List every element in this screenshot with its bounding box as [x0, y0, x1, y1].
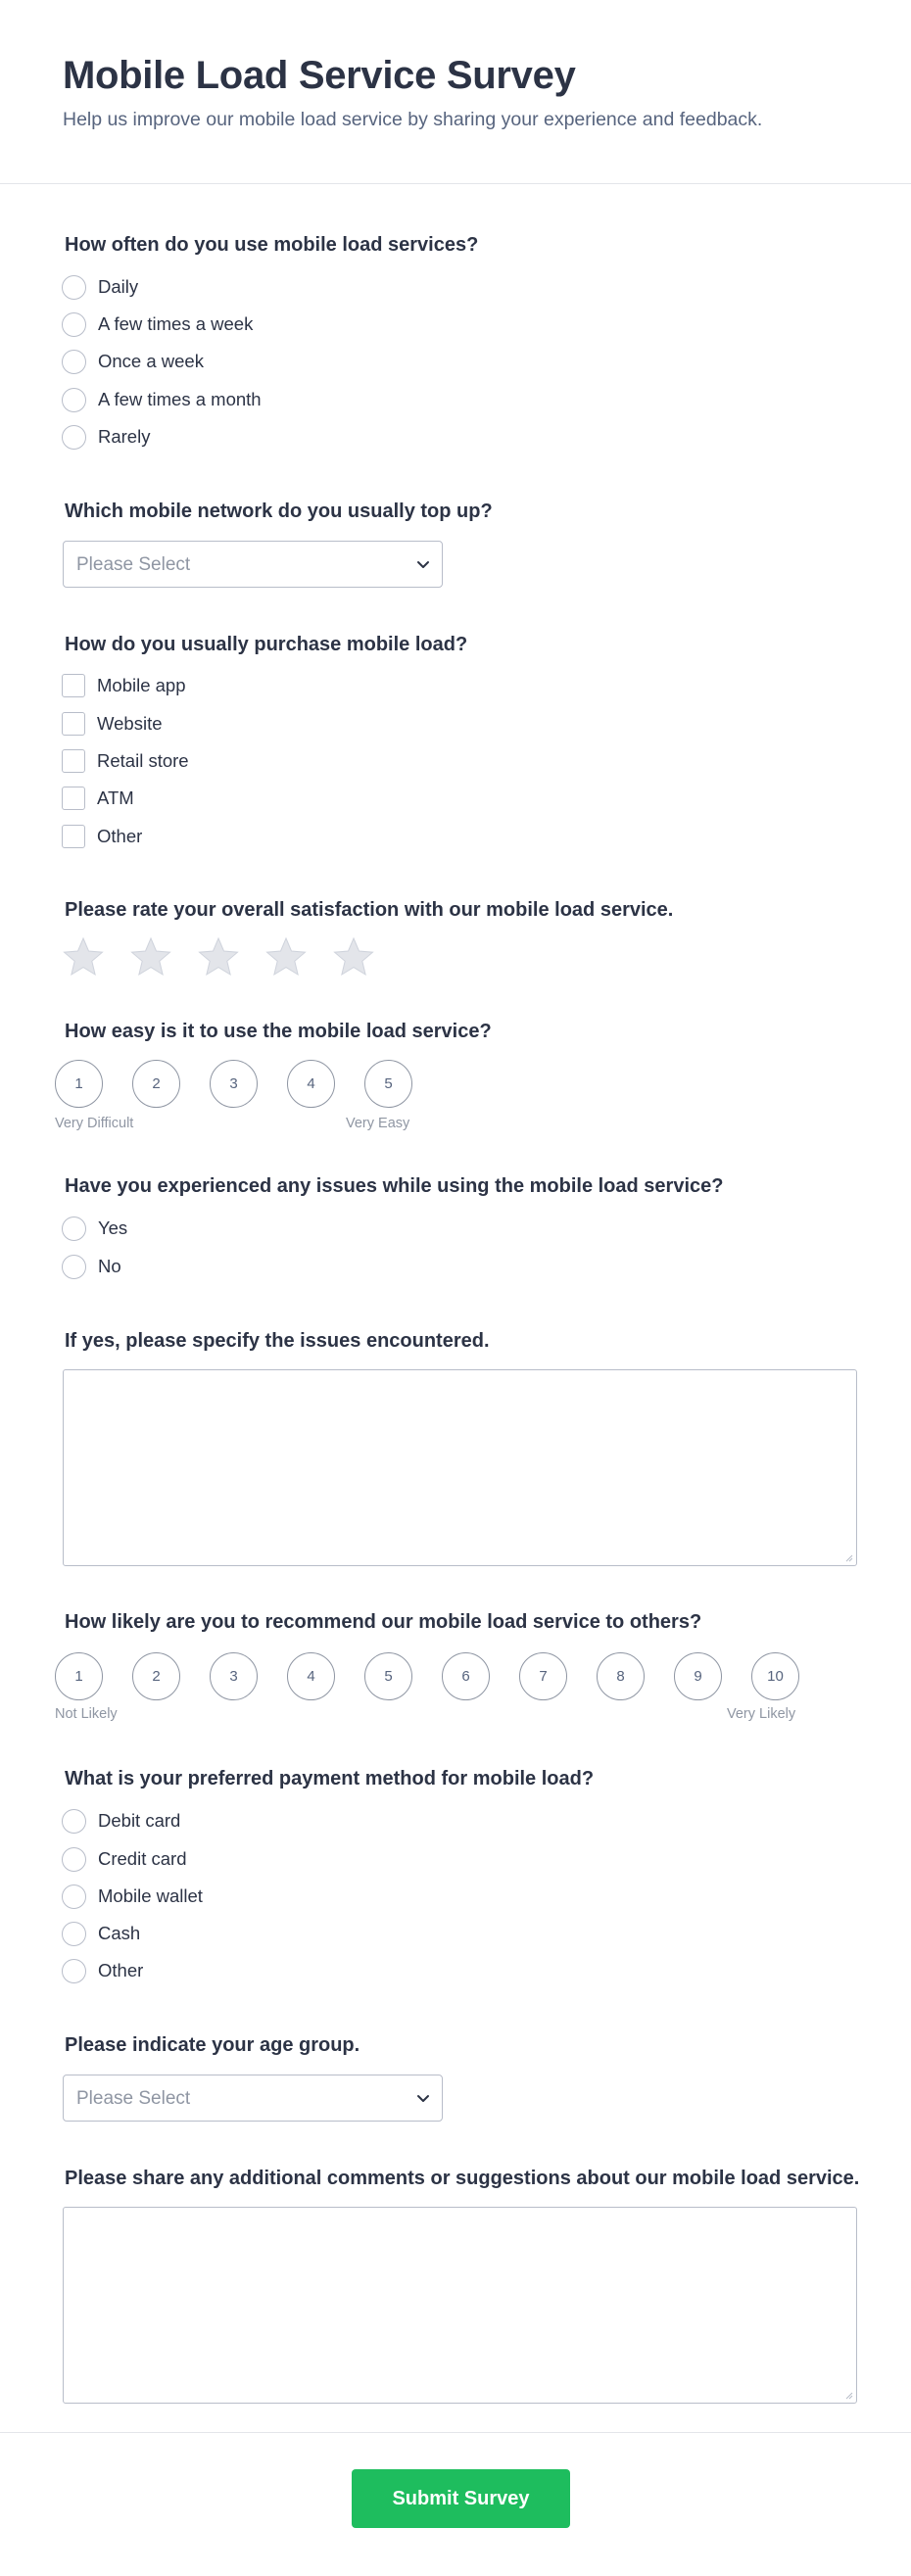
- radio-button[interactable]: [62, 1884, 86, 1909]
- question-age-group-label: Please indicate your age group.: [65, 2034, 360, 2056]
- radio-button[interactable]: [62, 1847, 86, 1872]
- option-label: A few times a month: [98, 389, 262, 409]
- comments-textarea[interactable]: [63, 2207, 857, 2404]
- scale-max-caption: Very Likely: [727, 1706, 796, 1722]
- checkbox[interactable]: [62, 787, 85, 810]
- option-label: Debit card: [98, 1810, 181, 1831]
- checkbox-option[interactable]: [62, 672, 186, 699]
- radio-option[interactable]: [62, 1807, 180, 1835]
- question-payment-method-label: What is your preferred payment method for mobile load?: [65, 1768, 595, 1789]
- radio-option[interactable]: [62, 386, 262, 413]
- scale-option[interactable]: 1: [55, 1060, 103, 1108]
- chevron-down-icon: [414, 555, 432, 573]
- scale-min-caption: Not Likely: [55, 1706, 118, 1722]
- age-group-select[interactable]: [63, 2075, 443, 2122]
- scale-option[interactable]: 5: [364, 1060, 412, 1108]
- checkbox-option[interactable]: [62, 710, 163, 738]
- option-label: Retail store: [97, 750, 189, 771]
- scale-option[interactable]: 2: [132, 1652, 180, 1700]
- issue-details-textarea[interactable]: [63, 1369, 857, 1566]
- checkbox-option[interactable]: [62, 823, 142, 850]
- checkbox-option[interactable]: [62, 747, 189, 775]
- option-label: Other: [97, 826, 143, 846]
- scale-option[interactable]: 3: [210, 1652, 258, 1700]
- radio-button[interactable]: [62, 425, 86, 450]
- radio-option[interactable]: [62, 1957, 143, 1984]
- scale-min-caption: Very Difficult: [55, 1116, 134, 1131]
- checkbox[interactable]: [62, 825, 85, 848]
- form-subtitle: Help us improve our mobile load service by sharing your experience and feedback.: [63, 109, 763, 130]
- checkbox-option[interactable]: [62, 785, 134, 812]
- radio-button[interactable]: [62, 350, 86, 374]
- radio-button[interactable]: [62, 1959, 86, 1983]
- question-satisfaction-label: Please rate your overall satisfaction with our mobile load service.: [65, 899, 674, 921]
- radio-option[interactable]: [62, 273, 138, 301]
- option-label: Mobile app: [97, 675, 186, 695]
- radio-option[interactable]: [62, 1215, 127, 1242]
- radio-option[interactable]: [62, 1883, 203, 1910]
- submit-button[interactable]: Submit Survey: [352, 2469, 570, 2528]
- scale-option[interactable]: 4: [287, 1060, 335, 1108]
- option-label: Rarely: [98, 426, 151, 447]
- select-placeholder: Please Select: [76, 554, 191, 575]
- question-recommend-label: How likely are you to recommend our mobile load service to others?: [65, 1611, 702, 1633]
- star-icon[interactable]: [332, 935, 375, 978]
- scale-option[interactable]: 6: [442, 1652, 490, 1700]
- option-label: Mobile wallet: [98, 1885, 203, 1906]
- scale-option[interactable]: 5: [364, 1652, 412, 1700]
- form-header: [0, 0, 911, 184]
- radio-option[interactable]: [62, 310, 253, 338]
- option-label: A few times a week: [98, 313, 254, 334]
- question-issue-details-label: If yes, please specify the issues encountered.: [65, 1330, 490, 1352]
- question-ease-of-use-label: How easy is it to use the mobile load service?: [65, 1021, 492, 1042]
- question-issues-label: Have you experienced any issues while using the mobile load service?: [65, 1175, 724, 1197]
- radio-option[interactable]: [62, 423, 150, 451]
- checkbox[interactable]: [62, 674, 85, 697]
- scale-max-caption: Very Easy: [346, 1116, 410, 1131]
- radio-button[interactable]: [62, 312, 86, 337]
- star-icon[interactable]: [264, 935, 308, 978]
- option-label: ATM: [97, 787, 134, 808]
- question-comments-label: Please share any additional comments or suggestions about our mobile load service.: [65, 2168, 860, 2189]
- scale-option[interactable]: 2: [132, 1060, 180, 1108]
- form-title: Mobile Load Service Survey: [63, 54, 576, 97]
- scale-option[interactable]: 9: [674, 1652, 722, 1700]
- question-purchase-channel-label: How do you usually purchase mobile load?: [65, 634, 468, 655]
- radio-option[interactable]: [62, 1845, 186, 1873]
- radio-button[interactable]: [62, 1216, 86, 1241]
- star-icon[interactable]: [129, 935, 172, 978]
- radio-button[interactable]: [62, 1255, 86, 1279]
- question-usage-frequency-label: How often do you use mobile load services?: [65, 234, 479, 256]
- radio-button[interactable]: [62, 1809, 86, 1834]
- scale-option[interactable]: 3: [210, 1060, 258, 1108]
- radio-button[interactable]: [62, 1922, 86, 1946]
- star-icon[interactable]: [62, 935, 105, 978]
- scale-option[interactable]: 7: [519, 1652, 567, 1700]
- option-label: Once a week: [98, 351, 204, 371]
- chevron-down-icon: [414, 2089, 432, 2107]
- option-label: Website: [97, 713, 163, 734]
- resize-handle-icon[interactable]: [843, 2390, 853, 2400]
- option-label: Daily: [98, 276, 139, 297]
- resize-handle-icon[interactable]: [843, 1552, 853, 1562]
- scale-option[interactable]: 4: [287, 1652, 335, 1700]
- scale-option[interactable]: 10: [751, 1652, 799, 1700]
- checkbox[interactable]: [62, 749, 85, 773]
- option-label: Other: [98, 1960, 144, 1980]
- select-placeholder: Please Select: [76, 2088, 191, 2109]
- option-label: Credit card: [98, 1848, 187, 1869]
- radio-option[interactable]: [62, 348, 204, 375]
- star-icon[interactable]: [197, 935, 240, 978]
- radio-option[interactable]: [62, 1253, 121, 1280]
- question-network-label: Which mobile network do you usually top up?: [65, 501, 493, 522]
- scale-option[interactable]: 1: [55, 1652, 103, 1700]
- network-select[interactable]: [63, 541, 443, 588]
- option-label: Yes: [98, 1217, 128, 1238]
- radio-button[interactable]: [62, 275, 86, 300]
- option-label: No: [98, 1256, 121, 1276]
- radio-button[interactable]: [62, 388, 86, 412]
- checkbox[interactable]: [62, 712, 85, 736]
- radio-option[interactable]: [62, 1920, 140, 1947]
- option-label: Cash: [98, 1923, 141, 1943]
- scale-option[interactable]: 8: [597, 1652, 645, 1700]
